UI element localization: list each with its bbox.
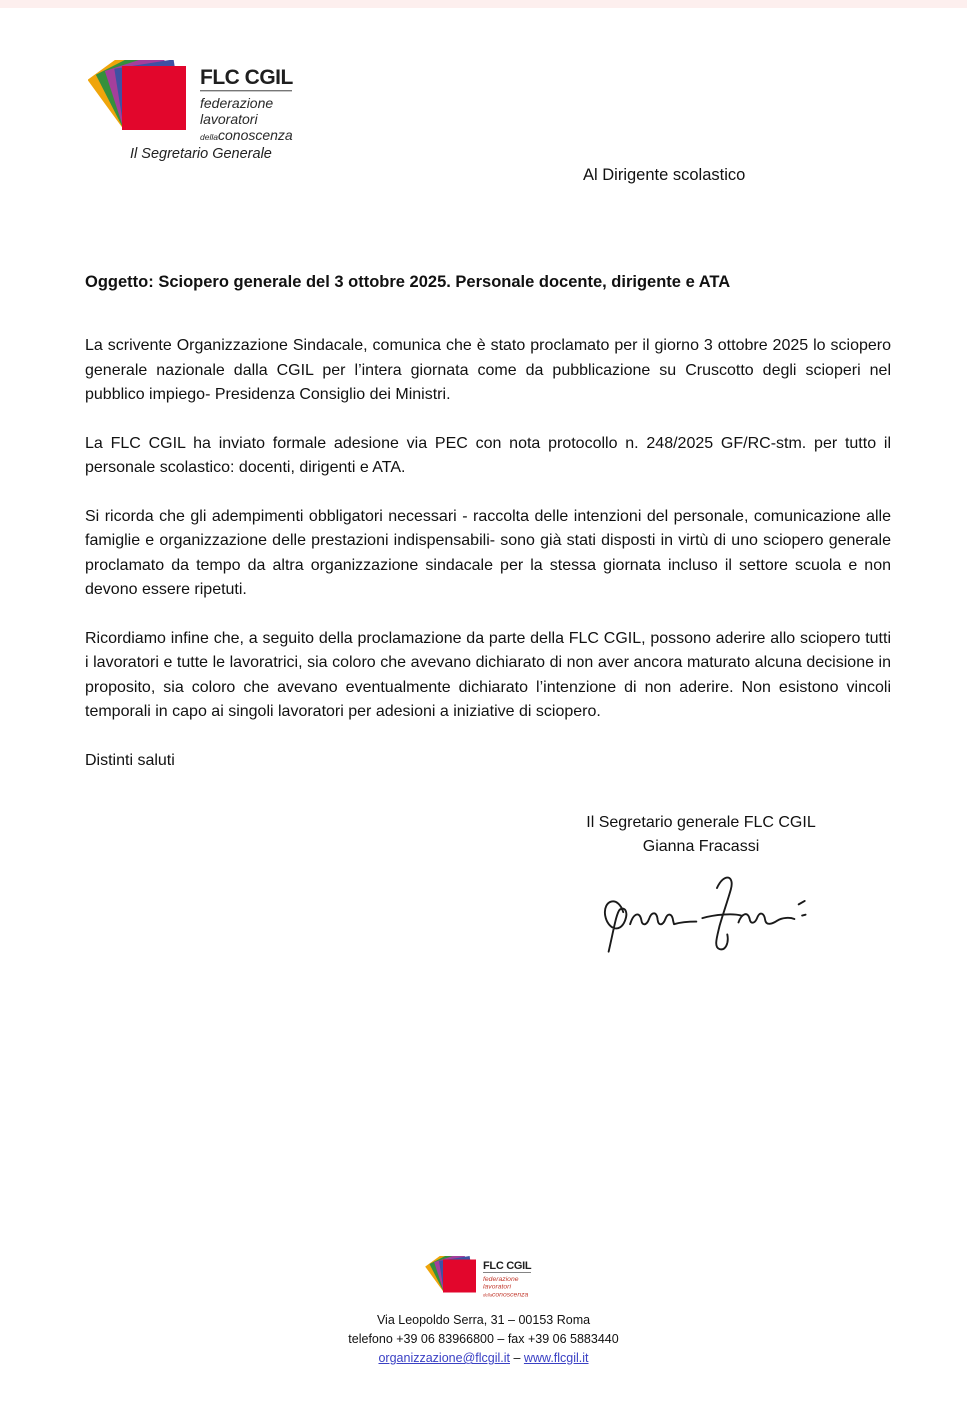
subject-line: Oggetto: Sciopero generale del 3 ottobre 2025. Personale docente, dirigente e ATA [85,273,731,291]
signature-name: Gianna Fracassi [642,838,760,855]
footer-link-separator: – [513,1351,521,1365]
logo-subtitle-3: conoscenza [218,127,293,143]
top-pink-band [0,0,967,8]
footer-flc-cgil-logo [425,1256,543,1309]
logo-underline [200,90,292,91]
footer-logo-underline [483,1272,531,1273]
logo-subtitle-1: federazione [200,95,274,111]
footer-website-link[interactable]: www.flcgil.it [523,1351,589,1365]
handwritten-signature-image [594,865,809,973]
recipient-line: Al Dirigente scolastico [583,166,746,184]
logo-subtitle-3-small: della [200,132,218,142]
signature-block [521,811,881,973]
logo-red-square [122,66,186,130]
footer-logo-subtitle-3: conoscenza [491,1291,528,1299]
closing-salutation: Distinti saluti [85,751,175,769]
flc-cgil-logo [88,60,308,151]
footer-address: Via Leopoldo Serra, 31 – 00153 Roma [376,1313,591,1327]
footer-logo-red-square [443,1260,476,1293]
footer-email-link[interactable]: organizzazione@flcgil.it [378,1351,510,1365]
sender-role: Il Segretario Generale [130,146,272,162]
footer-logo-subtitle-2: lavoratori [482,1283,511,1291]
footer-logo-title: FLC CGIL [482,1260,531,1272]
footer-logo-subtitle-1: federazione [482,1276,519,1283]
body-paragraph-3: Si ricorda che gli adempimenti obbligatori necessari - raccolta delle intenzioni del personale, comunicazione alle famiglie e organizzazione delle prestazioni indispensabili- sono già stati disposti in virtù di uno sciopero generale proclamato da tempo da altra organizzazione sindacale per la stessa giornata incluso il settore scuola e non devono essere ripetuti. [85,507,891,598]
body-paragraph-1: La scrivente Organizzazione Sindacale, comunica che è stato proclamato per il giorno 3 ottobre 2025 lo sciopero generale nazionale dalla CGIL per l’intera giornata come da pubblicazione su Cruscotto degli scioperi nel pubblico impiego- Presidenza Consiglio dei Ministri. [85,337,891,403]
footer-logo-graphic [425,1256,543,1303]
flc-cgil-logo-graphic [88,60,308,146]
letter-body [85,270,891,973]
letter-footer [0,1256,967,1368]
footer-links [378,1349,588,1368]
body-paragraph-2: La FLC CGIL ha inviato formale adesione via PEC con nota protocollo n. 248/2025 GF/RC-stm. per tutto il personale scolastico: docenti, dirigenti e ATA. [85,434,891,476]
body-paragraph-4: Ricordiamo infine che, a seguito della proclamazione da parte della FLC CGIL, possono aderire allo sciopero tutti i lavoratori e tutte le lavoratrici, sia coloro che avevano dichiarato di non aver ancora maturato alcuna decisione in proposito, sia coloro che avevano eventualmente dichiarato l’intenzione di non aderire. Non esistono vincoli temporali in capo ai singoli lavoratori per adesioni a iniziative di sciopero. [85,629,891,720]
footer-phone-fax: telefono +39 06 83966800 – fax +39 06 5883440 [348,1332,619,1346]
logo-subtitle-2: lavoratori [200,111,258,127]
footer-logo-subtitle-3-small: della [482,1292,492,1298]
signature-role: Il Segretario generale FLC CGIL [586,814,816,831]
logo-title: FLC CGIL [200,66,293,89]
